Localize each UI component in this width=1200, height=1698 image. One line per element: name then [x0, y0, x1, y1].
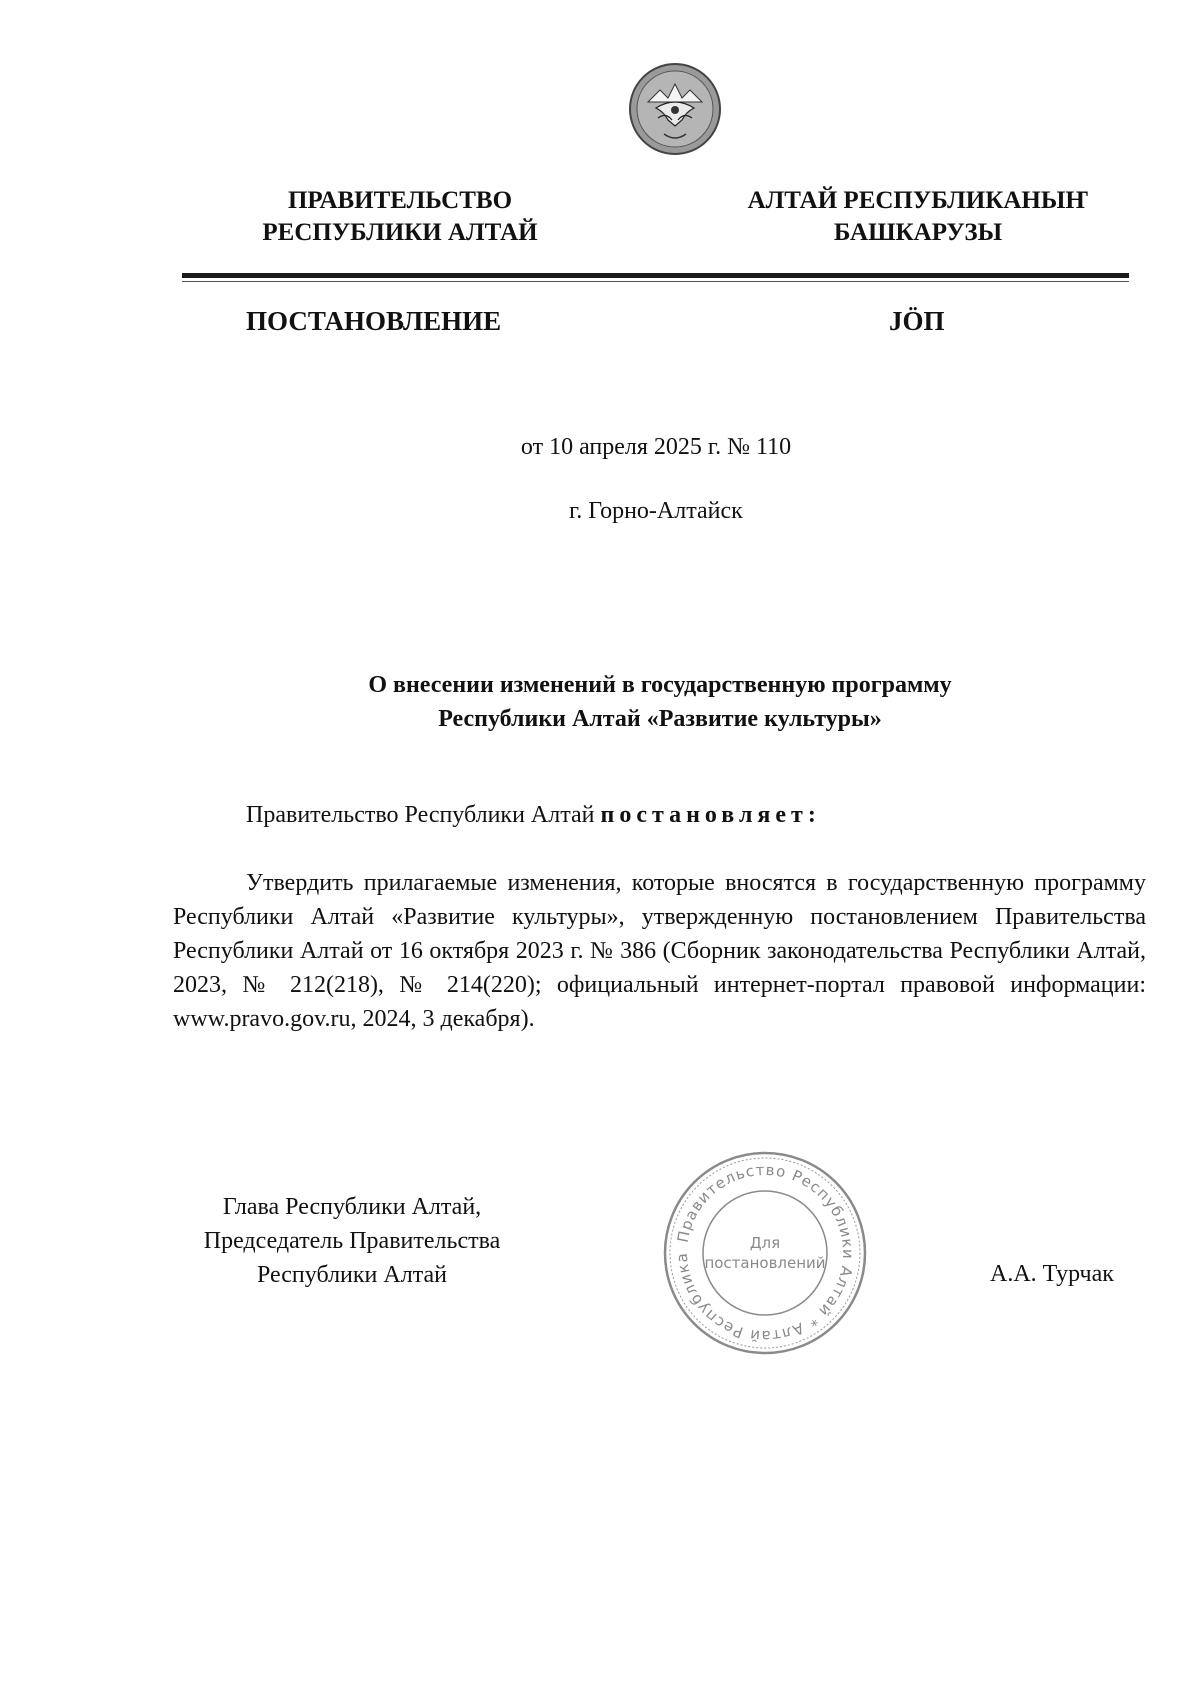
official-stamp [660, 1148, 870, 1358]
subject-title [310, 668, 1010, 736]
city: г. Горно-Алтайск [569, 498, 743, 524]
subject-line1: О внесении изменений в государственную программу [368, 672, 952, 698]
header-right-line1: АЛТАЙ РЕСПУБЛИКАНЫҤ [747, 187, 1089, 214]
header-right-line2: БАШКАРУЗЫ [833, 219, 1003, 246]
header-divider [182, 273, 1129, 278]
date-number: от 10 апреля 2025 г. № 110 [520, 434, 792, 460]
stamp-center-line1: Для [749, 1234, 781, 1252]
resolution-intro: Правительство Республики Алтай [246, 802, 601, 828]
stamp-ring-text: Правительство Республики Алтай * Алтай Республика [672, 1160, 858, 1346]
body-paragraph: Утвердить прилагаемые изменения, которые вносятся в государственную программу Республики Алтай «Развитие культуры», утвержденную постановлением Правительства Республики Алтай от 16 октября 2023 г. № 386 (Сборник законодательства Республики Алтай, 2023, № 212(218), № 214(220); официальный интернет-портал правовой информации: www.pravo.gov.ru, 2024, 3 декабря). [173, 870, 1146, 1032]
signer-title-line2: Председатель Правительства [203, 1228, 501, 1254]
doc-type-alt: JӦП [889, 306, 945, 336]
header-left-line1: ПРАВИТЕЛЬСТВО [287, 187, 513, 214]
subject-line2: Республики Алтай «Развитие культуры» [438, 706, 882, 732]
signer-title [172, 1190, 532, 1292]
signer-title-line3: Республики Алтай [257, 1262, 447, 1288]
signer-title-line1: Глава Республики Алтай, [222, 1194, 482, 1220]
header-left-line2: РЕСПУБЛИКИ АЛТАЙ [262, 219, 538, 246]
altai-republic-emblem-icon [628, 62, 722, 156]
stamp-center-line2: постановлений [704, 1254, 826, 1272]
header-divider-thin [182, 281, 1129, 282]
resolution-line [246, 800, 821, 830]
header-right [718, 185, 1118, 249]
resolution-verb: постановляет: [600, 802, 821, 828]
header-left [230, 185, 570, 249]
doc-type-ru: ПОСТАНОВЛЕНИЕ [246, 306, 502, 336]
signer-name: А.А. Турчак [990, 1261, 1114, 1287]
